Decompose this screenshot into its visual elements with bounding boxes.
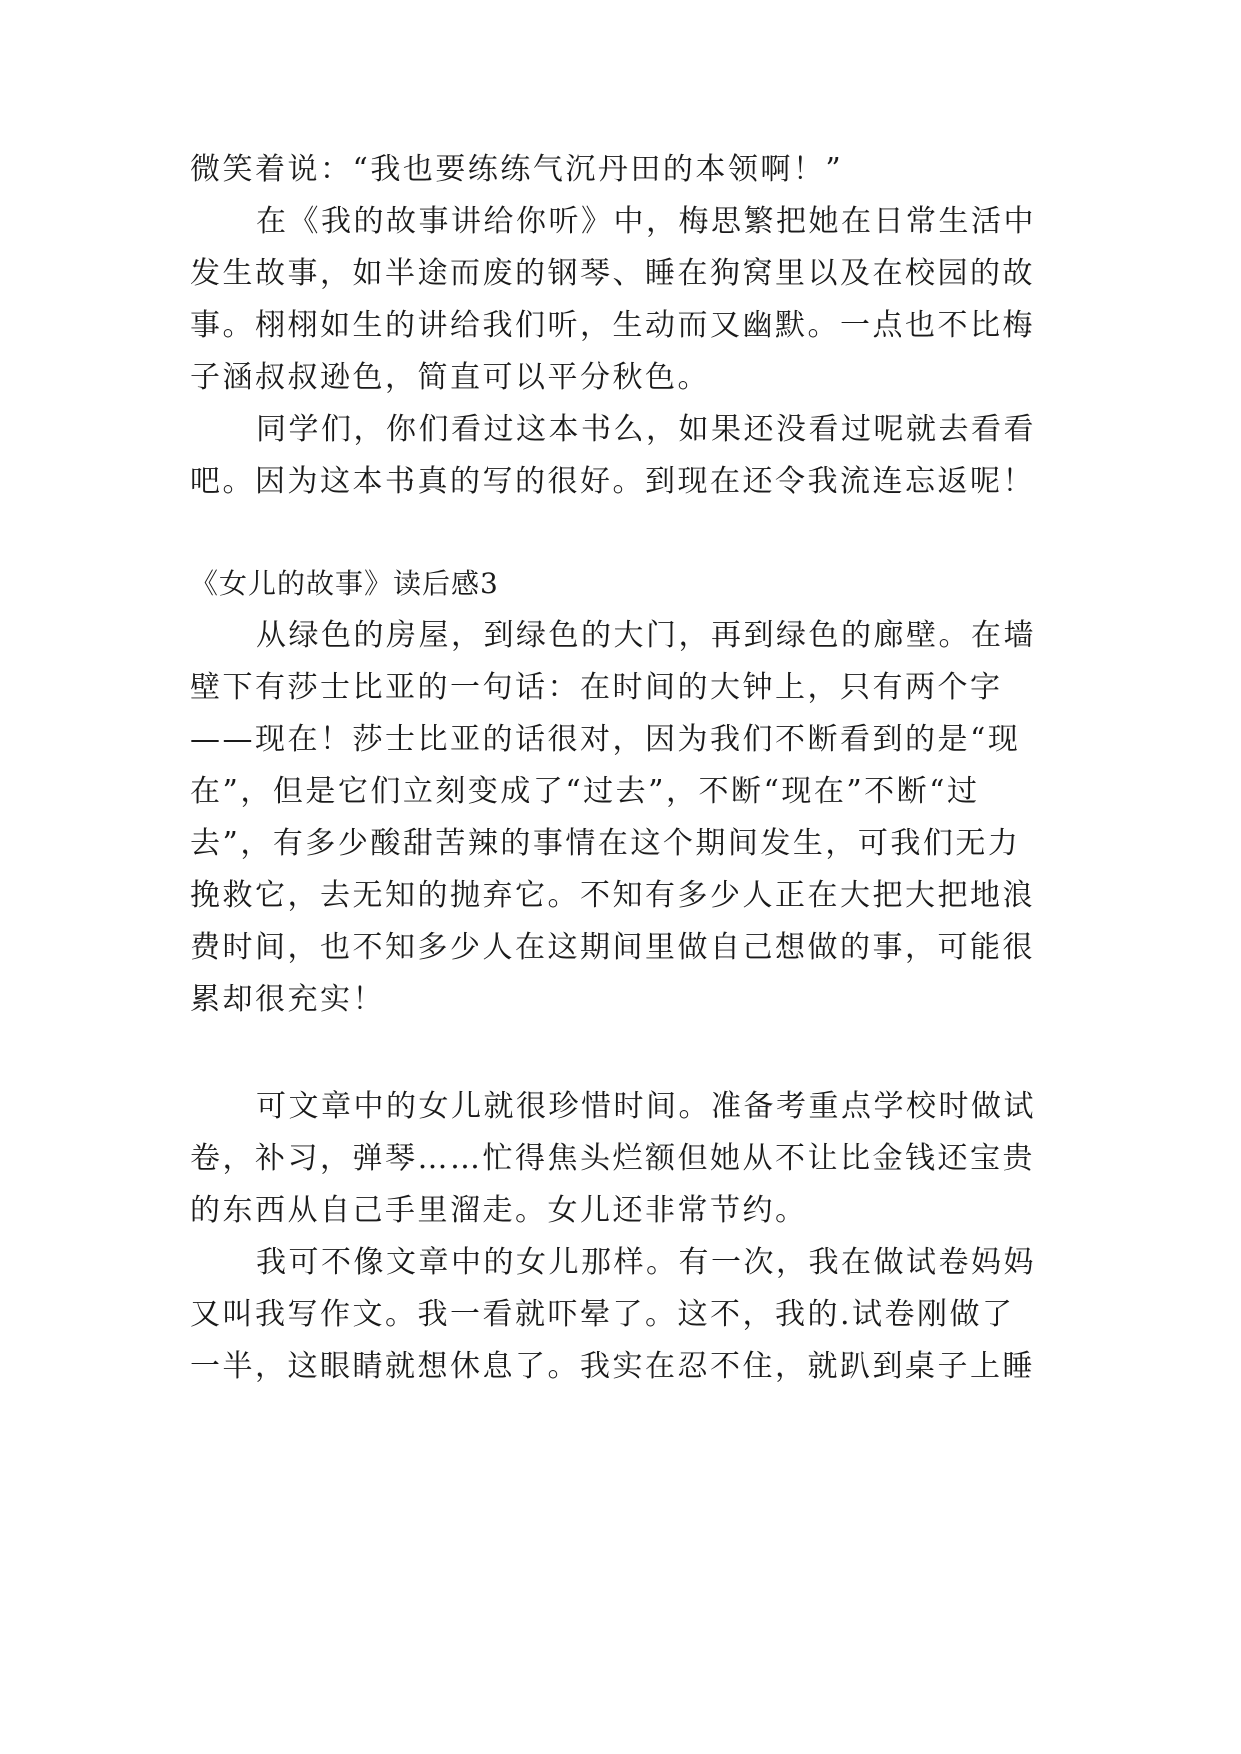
paragraph-start-line: 在《我的故事讲给你听》中，梅思繁把她在日常生活中 (256, 204, 1036, 239)
text-line: 在”，但是它们立刻变成了“过去”，不断“现在”不断“过 (190, 774, 980, 809)
text-line: 的东西从自己手里溜走。女儿还非常节约。 (190, 1193, 808, 1228)
text-line: 费时间，也不知多少人在这期间里做自己想做的事，可能很 (190, 930, 1035, 965)
text-line: 事。栩栩如生的讲给我们听，生动而又幽默。一点也不比梅 (190, 308, 1035, 343)
text-line: ——现在！莎士比亚的话很对，因为我们不断看到的是“现 (190, 722, 1021, 757)
text-line: 微笑着说：“我也要练练气沉丹田的本领啊！” (190, 152, 844, 187)
text-line: 发生故事，如半途而废的钢琴、睡在狗窝里以及在校园的故 (190, 256, 1035, 291)
paragraph-start-line: 我可不像文章中的女儿那样。有一次，我在做试卷妈妈 (256, 1245, 1036, 1280)
text-line: 挽救它，去无知的抛弃它。不知有多少人正在大把大把地浪 (190, 878, 1035, 913)
text-line: 吧。因为这本书真的写的很好。到现在还令我流连忘返呢！ (190, 464, 1035, 499)
paragraph-start-line: 同学们，你们看过这本书么，如果还没看过呢就去看看 (256, 412, 1036, 447)
text-line: 累却很充实！ (190, 982, 385, 1017)
text-line: 去”，有多少酸甜苦辣的事情在这个期间发生，可我们无力 (190, 826, 1021, 861)
text-line: 卷，补习，弹琴……忙得焦头烂额但她从不让比金钱还宝贵 (190, 1141, 1035, 1176)
text-line: 子涵叔叔逊色，简直可以平分秋色。 (190, 360, 710, 395)
paragraph-start-line: 可文章中的女儿就很珍惜时间。准备考重点学校时做试 (256, 1089, 1036, 1124)
text-line: 又叫我写作文。我一看就吓晕了。这不，我的.试卷刚做了 (190, 1297, 1015, 1332)
paragraph-start-line: 从绿色的房屋，到绿色的大门，再到绿色的廊壁。在墙 (256, 618, 1036, 653)
text-line: 壁下有莎士比亚的一句话：在时间的大钟上，只有两个字 (190, 670, 1003, 705)
text-line: 一半，这眼睛就想休息了。我实在忍不住，就趴到桌子上睡 (190, 1349, 1035, 1384)
section-heading: 《女儿的故事》读后感3 (190, 567, 499, 600)
